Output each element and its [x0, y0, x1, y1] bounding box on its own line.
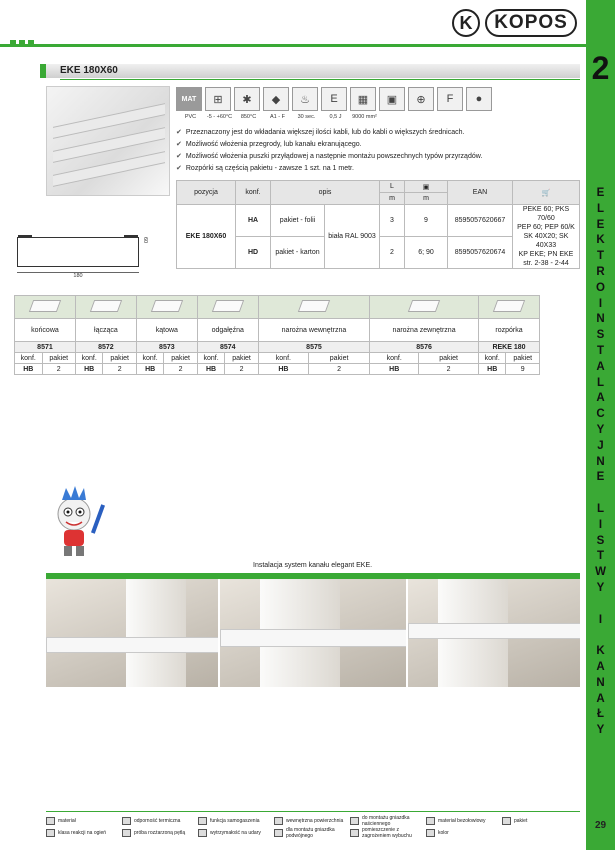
- chapter-number: 2: [591, 50, 610, 86]
- compatible-cell: PEKE 60; PKS 70/60 PEP 60; PEP 60/K SK 40X20; SK 40X33 KP EKE; PN EKE str. 2-38 - 2-44: [513, 205, 580, 269]
- icon-label: PVC: [184, 114, 197, 120]
- box-icon: ▣: [379, 87, 405, 111]
- legend-item: wewnętrzna powierzchnia: [274, 817, 350, 825]
- side-letter: A: [596, 360, 605, 373]
- legend-item: materiał bezołowiowy: [426, 817, 502, 825]
- icon-label: 9000 mm²: [352, 114, 377, 120]
- legend-item: kolor: [426, 829, 502, 837]
- box-icon: ▣: [405, 181, 448, 193]
- legend-item: funkcja samogaszenia: [198, 817, 274, 825]
- side-letter: E: [596, 218, 605, 231]
- side-letter: E: [596, 187, 605, 199]
- accessory-image: [258, 296, 369, 319]
- legend-item: odporność termiczna: [122, 817, 198, 825]
- side-letter: Y: [596, 423, 605, 436]
- accessory-code: 8571: [15, 342, 76, 353]
- legend: [46, 811, 580, 839]
- product-image: [46, 86, 170, 196]
- property-icons: [176, 87, 492, 111]
- legend-icon: [274, 817, 283, 825]
- side-letter: A: [596, 692, 605, 705]
- legend-icon: [122, 829, 131, 837]
- mascot-image: [44, 486, 114, 558]
- socket-icon: ⊕: [408, 87, 434, 111]
- side-letter: Y: [596, 581, 605, 594]
- legend-icon: [198, 829, 207, 837]
- accessories-table: końcowa łącząca kątowa odgałęźna narożna wewnętrzna narożna zewnętrzna rozpórka 8571 8572 8573 8574 8575 8576 REKE 180 konf. pakiet konf. pakiet konf. pakiet konf. pakiet konf. pakiet konf. pakiet konf. pakiet HB 2 HB 2 HB 2 HB 2 HB 2 HB 2 HB 9: [14, 295, 540, 375]
- col-opis: opis: [271, 181, 380, 205]
- legend-item: materiał: [46, 817, 122, 825]
- legend-icon: [274, 829, 283, 837]
- side-letter: Y: [596, 724, 605, 737]
- side-letter: N: [596, 676, 605, 689]
- installation-photo-1: [46, 579, 218, 687]
- accessory-image: [370, 296, 479, 319]
- col-ean: EAN: [448, 181, 513, 205]
- color-cell: biała RAL 9003: [325, 205, 380, 269]
- cart-icon: 🛒: [513, 181, 580, 205]
- drop-icon: ◆: [263, 87, 289, 111]
- impact-icon: E: [321, 87, 347, 111]
- side-letter: L: [596, 376, 605, 389]
- page-number: 29: [594, 820, 607, 831]
- title-bar: [40, 64, 580, 78]
- side-letter: T: [596, 550, 605, 563]
- cross-section-drawing: [17, 237, 139, 267]
- accessory-image: [478, 296, 539, 319]
- accessory-code: REKE 180: [478, 342, 539, 353]
- check-icon: ✔: [176, 165, 182, 172]
- logo-text: KOPOS: [485, 9, 577, 37]
- side-letter: L: [596, 502, 605, 515]
- legend-item: pakiet: [502, 817, 578, 825]
- side-letter: N: [596, 313, 605, 326]
- side-letter: Ł: [596, 708, 605, 721]
- side-letter: S: [596, 534, 605, 547]
- accessory-code: 8573: [136, 342, 197, 353]
- header-bar: [0, 44, 588, 47]
- col-position: pozycja: [177, 181, 236, 205]
- accessory-image: [136, 296, 197, 319]
- feature-item: ✔ Możliwość włożenia przegrody, lub kanału ekranującego.: [176, 141, 362, 148]
- check-icon: ✔: [176, 129, 182, 136]
- legend-icon: [122, 817, 131, 825]
- position-cell: EKE 180X60: [177, 205, 236, 269]
- accessory-code: 8575: [258, 342, 369, 353]
- side-letter: T: [596, 344, 605, 357]
- side-letter: I: [598, 518, 603, 531]
- legend-item: do montażu gniazdka naściennego: [350, 815, 426, 827]
- side-letters: [586, 186, 615, 739]
- photo-caption: Instalacja system kanału elegant EKE.: [253, 562, 373, 569]
- surface-icon: ▦: [350, 87, 376, 111]
- thermometer-icon: ⊞: [205, 87, 231, 111]
- col-length: L: [380, 181, 405, 193]
- installation-photo-2: [220, 579, 406, 687]
- side-letter: K: [596, 234, 605, 247]
- accessory-code: 8572: [75, 342, 136, 353]
- accessory-name: kątowa: [136, 319, 197, 342]
- legend-item: pomieszczenie z zagrożeniem wybuchu: [350, 827, 426, 839]
- side-letter: S: [596, 329, 605, 342]
- legend-icon: [46, 817, 55, 825]
- legend-item: wytrzymałość na udary: [198, 829, 274, 837]
- accessory-name: narożna zewnętrzna: [370, 319, 479, 342]
- height-dimension: 60: [142, 237, 148, 244]
- accessory-name: łącząca: [75, 319, 136, 342]
- feature-item: ✔ Przeznaczony jest do wkładania większej ilości kabli, lub do kabli o większych średnicach.: [176, 129, 465, 136]
- side-letter: N: [596, 455, 605, 468]
- width-dimension: 180: [17, 272, 139, 279]
- legend-icon: [46, 829, 55, 837]
- icon-label: 0,5 J: [329, 114, 342, 120]
- side-letter: R: [596, 265, 605, 278]
- free-icon: F: [437, 87, 463, 111]
- legend-icon: [426, 817, 435, 825]
- accessory-name: odgałęźna: [197, 319, 258, 342]
- side-letter: W: [595, 566, 606, 579]
- accessory-image: [15, 296, 76, 319]
- side-letter: J: [597, 439, 604, 452]
- side-letter: K: [596, 645, 605, 658]
- legend-item: próba rozżarzoną pętlą: [122, 829, 198, 837]
- accessory-image: [75, 296, 136, 319]
- col-konf: konf.: [236, 181, 271, 205]
- feature-item: ✔ Rozpórki są częścią pakietu - zawsze 1 szt. na 1 metr.: [176, 165, 354, 172]
- side-letter: L: [596, 202, 605, 215]
- icon-label: -5 - +60°C: [206, 114, 233, 120]
- side-letter: A: [596, 660, 605, 673]
- side-letter: I: [598, 613, 603, 626]
- bomb-icon: ●: [466, 87, 492, 111]
- icon-label: 30 sec.: [297, 114, 316, 120]
- legend-icon: [426, 829, 435, 837]
- fire-icon: ♨: [292, 87, 318, 111]
- title-underline: [60, 79, 580, 80]
- accessory-name: rozpórka: [478, 319, 539, 342]
- side-letter: I: [598, 297, 603, 310]
- side-letter: T: [596, 250, 605, 263]
- installation-photo-3: [408, 579, 580, 687]
- side-letter: C: [596, 408, 605, 421]
- mat-icon: MAT: [176, 87, 202, 111]
- icon-label: 850°C: [240, 114, 257, 120]
- legend-item: klasa reakcji na ogień: [46, 829, 122, 837]
- logo-circle: K: [452, 9, 480, 37]
- accessory-name: narożna wewnętrzna: [258, 319, 369, 342]
- check-icon: ✔: [176, 153, 182, 160]
- side-letter: E: [596, 471, 605, 484]
- feature-list: [176, 127, 482, 175]
- feature-item: ✔ Możliwość włożenia puszki przyłądowej a następnie montażu powszechnych typów przyrządów.: [176, 153, 483, 160]
- spec-table: pozycja konf. opis L ▣ EAN 🛒 m m EKE 180X60 HA pakiet - folii biała RAL 9003 3 9 8595057620667 PEKE 60; PKS 70/60 PEP 60; PEP 60/K SK 40X20; SK 40X33 KP EKE; PN EKE str. 2-38 - 2-44 HD pakiet - karton 2 6; 90 8595057620674: [176, 180, 580, 269]
- accessory-code: 8574: [197, 342, 258, 353]
- product-title: EKE 180X60: [60, 65, 118, 76]
- side-letter: A: [596, 392, 605, 405]
- legend-icon: [350, 817, 359, 825]
- accessory-name: końcowa: [15, 319, 76, 342]
- legend-icon: [502, 817, 511, 825]
- accessory-code: 8576: [370, 342, 479, 353]
- property-labels: [176, 114, 495, 120]
- accessory-image: [197, 296, 258, 319]
- side-letter: O: [596, 281, 605, 294]
- legend-icon: [350, 829, 359, 837]
- legend-item: dla montażu gniazdka podwójnego: [274, 827, 350, 839]
- flame-wire-icon: ✱: [234, 87, 260, 111]
- legend-icon: [198, 817, 207, 825]
- check-icon: ✔: [176, 141, 182, 148]
- icon-label: A1 - F: [270, 114, 285, 120]
